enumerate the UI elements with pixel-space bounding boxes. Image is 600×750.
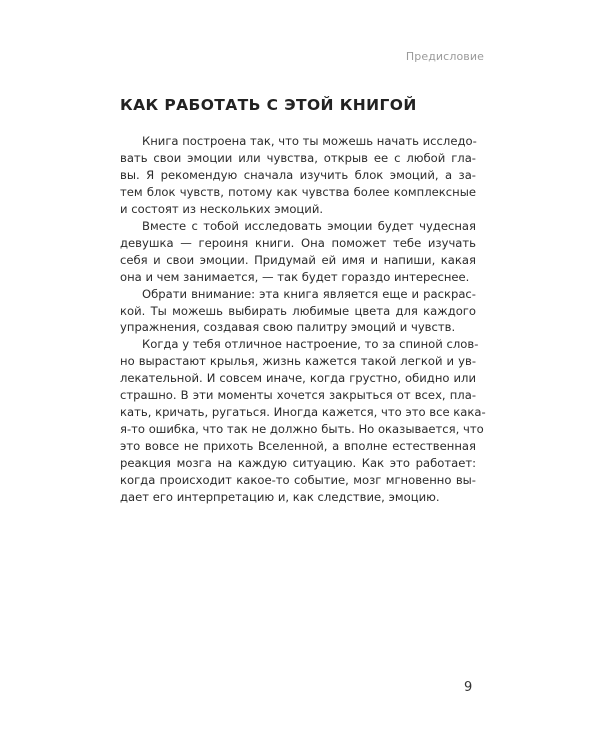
text-line: лекательной. И совсем иначе, когда грустно, обидно или	[120, 371, 476, 386]
text-line: Вместе с тобой исследовать эмоции будет чудесная	[142, 218, 476, 233]
paragraph-1	[120, 133, 476, 218]
page-number: 9	[464, 680, 473, 695]
text-line: Книга построена так, что ты можешь начать исследо-	[142, 134, 477, 148]
paragraph-4	[120, 336, 486, 506]
text-line: Обрати внимание: эта книга является еще и раскрас-	[142, 286, 476, 301]
text-line: страшно. В эти моменты хочется закрыться от всех, пла-	[120, 388, 476, 403]
text-line: и состоят из нескольких эмоций.	[120, 201, 324, 216]
text-line: я-то ошибка, что так не должно быть. Но оказывается, что	[120, 422, 484, 437]
chapter-title: КАК РАБОТАТЬ С ЭТОЙ КНИГОЙ	[120, 96, 417, 114]
text-line: вы. Я рекомендую сначала изучить блок эмоций, а за-	[120, 167, 476, 182]
paragraph-2	[120, 218, 476, 286]
text-line: тем блок чувств, потому как чувства более комплексные	[120, 184, 476, 199]
text-line: себя и свои эмоции. Придумай ей имя и напиши, какая	[120, 252, 476, 267]
text-line: но вырастают крылья, жизнь кажется такой легкой и ув-	[120, 354, 476, 369]
text-line: это вовсе не прихоть Вселенной, а вполне естественная	[120, 439, 476, 454]
text-line: она и чем занимается, — так будет гораздо интереснее.	[120, 269, 470, 284]
running-head: Предисловие	[405, 50, 484, 63]
text-line: упражнения, создавая свою палитру эмоций и чувств.	[120, 320, 456, 335]
text-line: девушка — героиня книги. Она поможет тебе изучать	[120, 235, 476, 250]
text-line: вать свои эмоции или чувства, открыв ее с любой гла-	[120, 150, 476, 165]
text-line: когда происходит какое-то событие, мозг мгновенно вы-	[120, 473, 476, 488]
text-line: дает его интерпретацию и, как следствие, эмоцию.	[120, 490, 440, 505]
text-line: кать, кричать, ругаться. Иногда кажется, что это все кака-	[120, 405, 486, 420]
text-line: реакция мозга на каждую ситуацию. Как это работает:	[120, 456, 476, 471]
body-text	[120, 133, 486, 506]
text-line: Когда у тебя отличное настроение, то за спиной слов-	[142, 337, 479, 352]
text-line: кой. Ты можешь выбирать любимые цвета для каждого	[120, 303, 476, 318]
paragraph-3	[120, 286, 476, 337]
